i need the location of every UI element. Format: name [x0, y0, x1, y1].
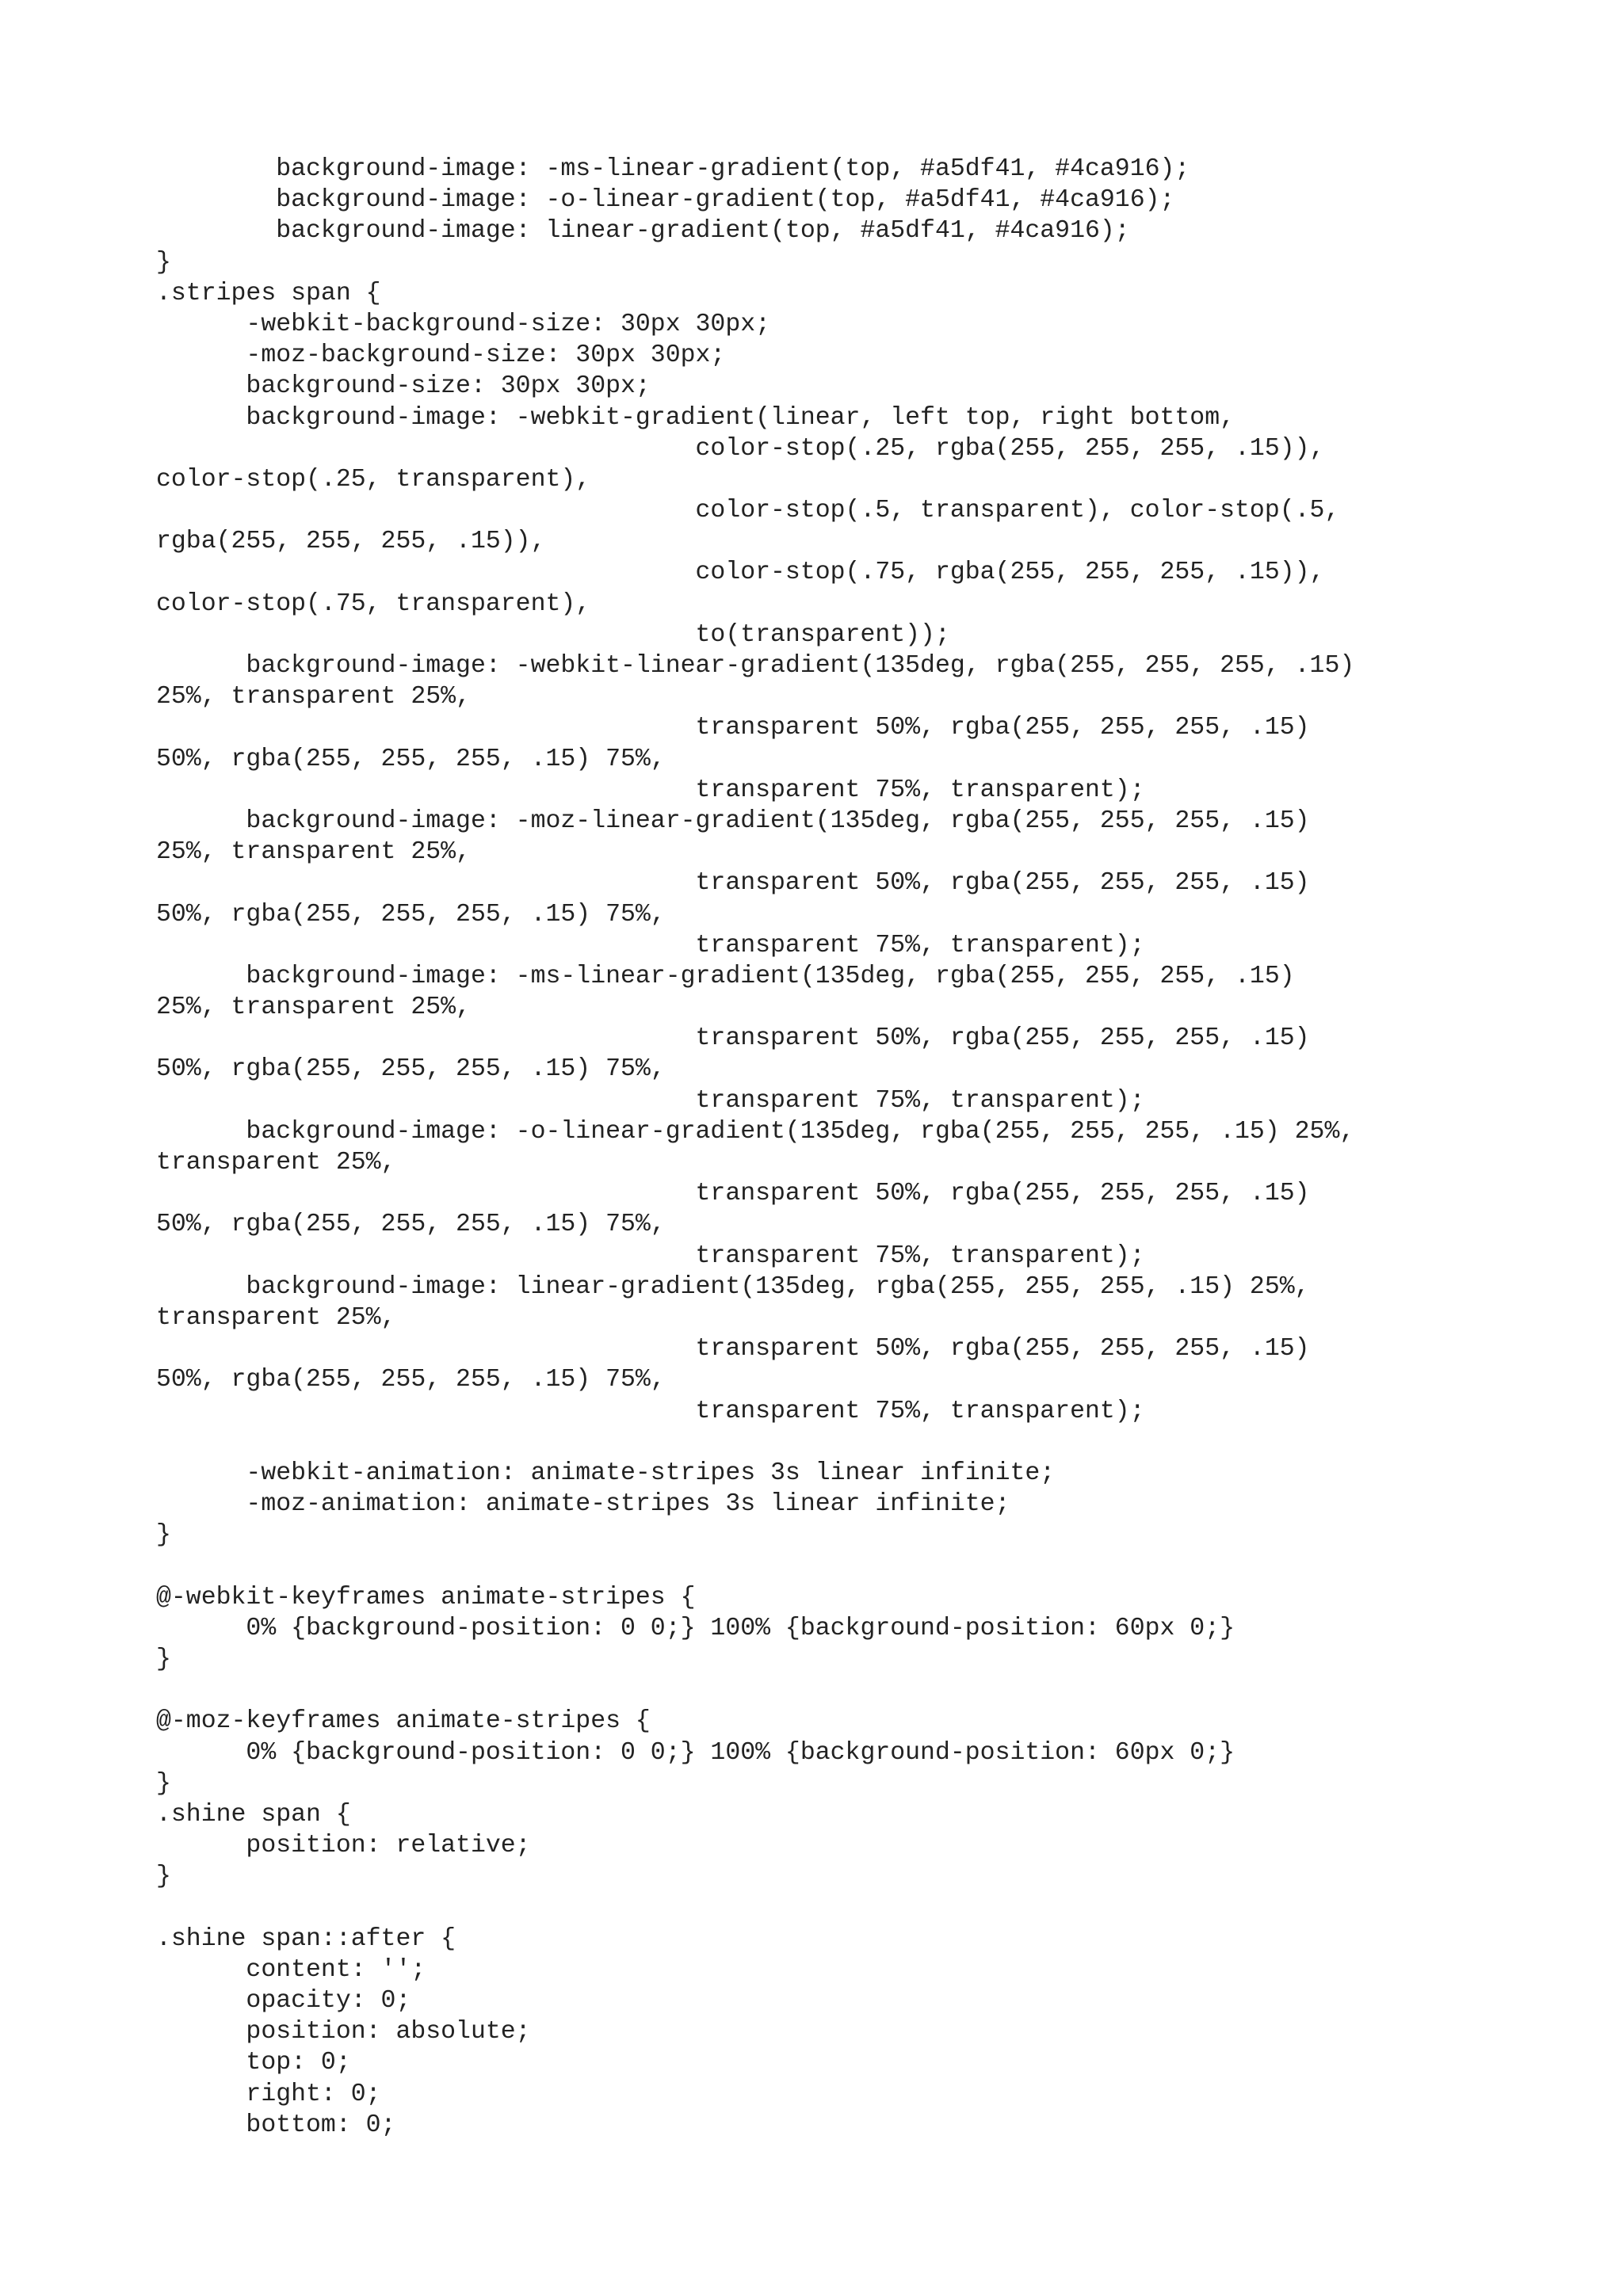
- code-line: 25%, transparent 25%,: [156, 994, 471, 1022]
- code-line: background-image: -webkit-gradient(linear, left top, right bottom,: [156, 403, 1235, 432]
- code-line: top: 0;: [156, 2049, 351, 2077]
- code-line: opacity: 0;: [156, 1987, 411, 2016]
- code-line: 0% {background-position: 0 0;} 100% {background-position: 60px 0;}: [156, 1614, 1235, 1642]
- code-line: transparent 75%, transparent);: [156, 776, 1145, 804]
- code-line: transparent 75%, transparent);: [156, 931, 1145, 959]
- code-line: transparent 50%, rgba(255, 255, 255, .15): [156, 869, 1310, 898]
- code-line: 50%, rgba(255, 255, 255, .15) 75%,: [156, 1055, 666, 1084]
- code-line: -moz-animation: animate-stripes 3s linear infinite;: [156, 1490, 1010, 1519]
- code-line: background-image: -ms-linear-gradient(135deg, rgba(255, 255, 255, .15): [156, 962, 1295, 990]
- code-line: background-image: linear-gradient(135deg, rgba(255, 255, 255, .15) 25%,: [156, 1272, 1310, 1301]
- code-line: -webkit-animation: animate-stripes 3s linear infinite;: [156, 1459, 1056, 1487]
- code-line: -moz-background-size: 30px 30px;: [156, 341, 726, 370]
- code-line: background-image: linear-gradient(top, #a5df41, #4ca916);: [156, 217, 1130, 246]
- code-line: -webkit-background-size: 30px 30px;: [156, 310, 771, 338]
- code-line: }: [156, 248, 171, 277]
- code-line: transparent 75%, transparent);: [156, 1241, 1145, 1270]
- code-line: [156, 1675, 1487, 1706]
- code-line: color-stop(.5, transparent), color-stop(.5,: [156, 497, 1340, 525]
- code-line: @-moz-keyframes animate-stripes {: [156, 1707, 651, 1736]
- code-line: 0% {background-position: 0 0;} 100% {background-position: 60px 0;}: [156, 1738, 1235, 1767]
- code-line: color-stop(.25, rgba(255, 255, 255, .15)),: [156, 434, 1325, 463]
- code-line: transparent 25%,: [156, 1149, 396, 1177]
- code-line: }: [156, 1646, 171, 1673]
- code-line: 50%, rgba(255, 255, 255, .15) 75%,: [156, 900, 666, 929]
- code-line: 50%, rgba(255, 255, 255, .15) 75%,: [156, 745, 666, 773]
- code-line: position: relative;: [156, 1832, 531, 1860]
- code-line: transparent 50%, rgba(255, 255, 255, .15): [156, 1024, 1310, 1053]
- code-line: position: absolute;: [156, 2018, 531, 2046]
- code-line: 25%, transparent 25%,: [156, 683, 471, 711]
- code-line: transparent 50%, rgba(255, 255, 255, .15): [156, 714, 1310, 742]
- code-line: }: [156, 1863, 171, 1891]
- code-line: color-stop(.25, transparent),: [156, 465, 591, 494]
- code-line: transparent 50%, rgba(255, 255, 255, .15): [156, 1180, 1310, 1208]
- code-line: bottom: 0;: [156, 2111, 396, 2139]
- code-line: .shine span {: [156, 1800, 351, 1829]
- code-block: [156, 154, 1487, 2141]
- code-line: background-image: -o-linear-gradient(135deg, rgba(255, 255, 255, .15) 25%,: [156, 1117, 1355, 1146]
- code-line: @-webkit-keyframes animate-stripes {: [156, 1583, 696, 1611]
- code-line: background-image: -ms-linear-gradient(top, #a5df41, #4ca916);: [156, 155, 1190, 183]
- code-line: transparent 50%, rgba(255, 255, 255, .15): [156, 1335, 1310, 1363]
- code-line: background-image: -webkit-linear-gradient(135deg, rgba(255, 255, 255, .15): [156, 652, 1355, 680]
- code-line: }: [156, 1521, 171, 1550]
- code-line: .shine span::after {: [156, 1924, 456, 1953]
- code-line: transparent 75%, transparent);: [156, 1397, 1145, 1425]
- code-line: background-size: 30px 30px;: [156, 372, 651, 401]
- code-line: background-image: -moz-linear-gradient(135deg, rgba(255, 255, 255, .15): [156, 807, 1310, 835]
- code-line: transparent 25%,: [156, 1303, 396, 1332]
- code-line: [156, 1893, 1487, 1924]
- code-line: [156, 1550, 1487, 1581]
- code-line: .stripes span {: [156, 279, 381, 307]
- code-line: color-stop(.75, transparent),: [156, 589, 591, 618]
- code-line: content: '';: [156, 1955, 426, 1984]
- code-line: 50%, rgba(255, 255, 255, .15) 75%,: [156, 1211, 666, 1239]
- code-line: color-stop(.75, rgba(255, 255, 255, .15)),: [156, 559, 1325, 587]
- code-line: transparent 75%, transparent);: [156, 1086, 1145, 1115]
- code-line: 25%, transparent 25%,: [156, 838, 471, 867]
- code-line: to(transparent));: [156, 620, 950, 649]
- code-line: right: 0;: [156, 2080, 381, 2108]
- code-line: [156, 1427, 1487, 1458]
- code-line: background-image: -o-linear-gradient(top, #a5df41, #4ca916);: [156, 186, 1175, 215]
- code-line: }: [156, 1769, 171, 1798]
- code-line: rgba(255, 255, 255, .15)),: [156, 528, 546, 556]
- code-line: 50%, rgba(255, 255, 255, .15) 75%,: [156, 1366, 666, 1394]
